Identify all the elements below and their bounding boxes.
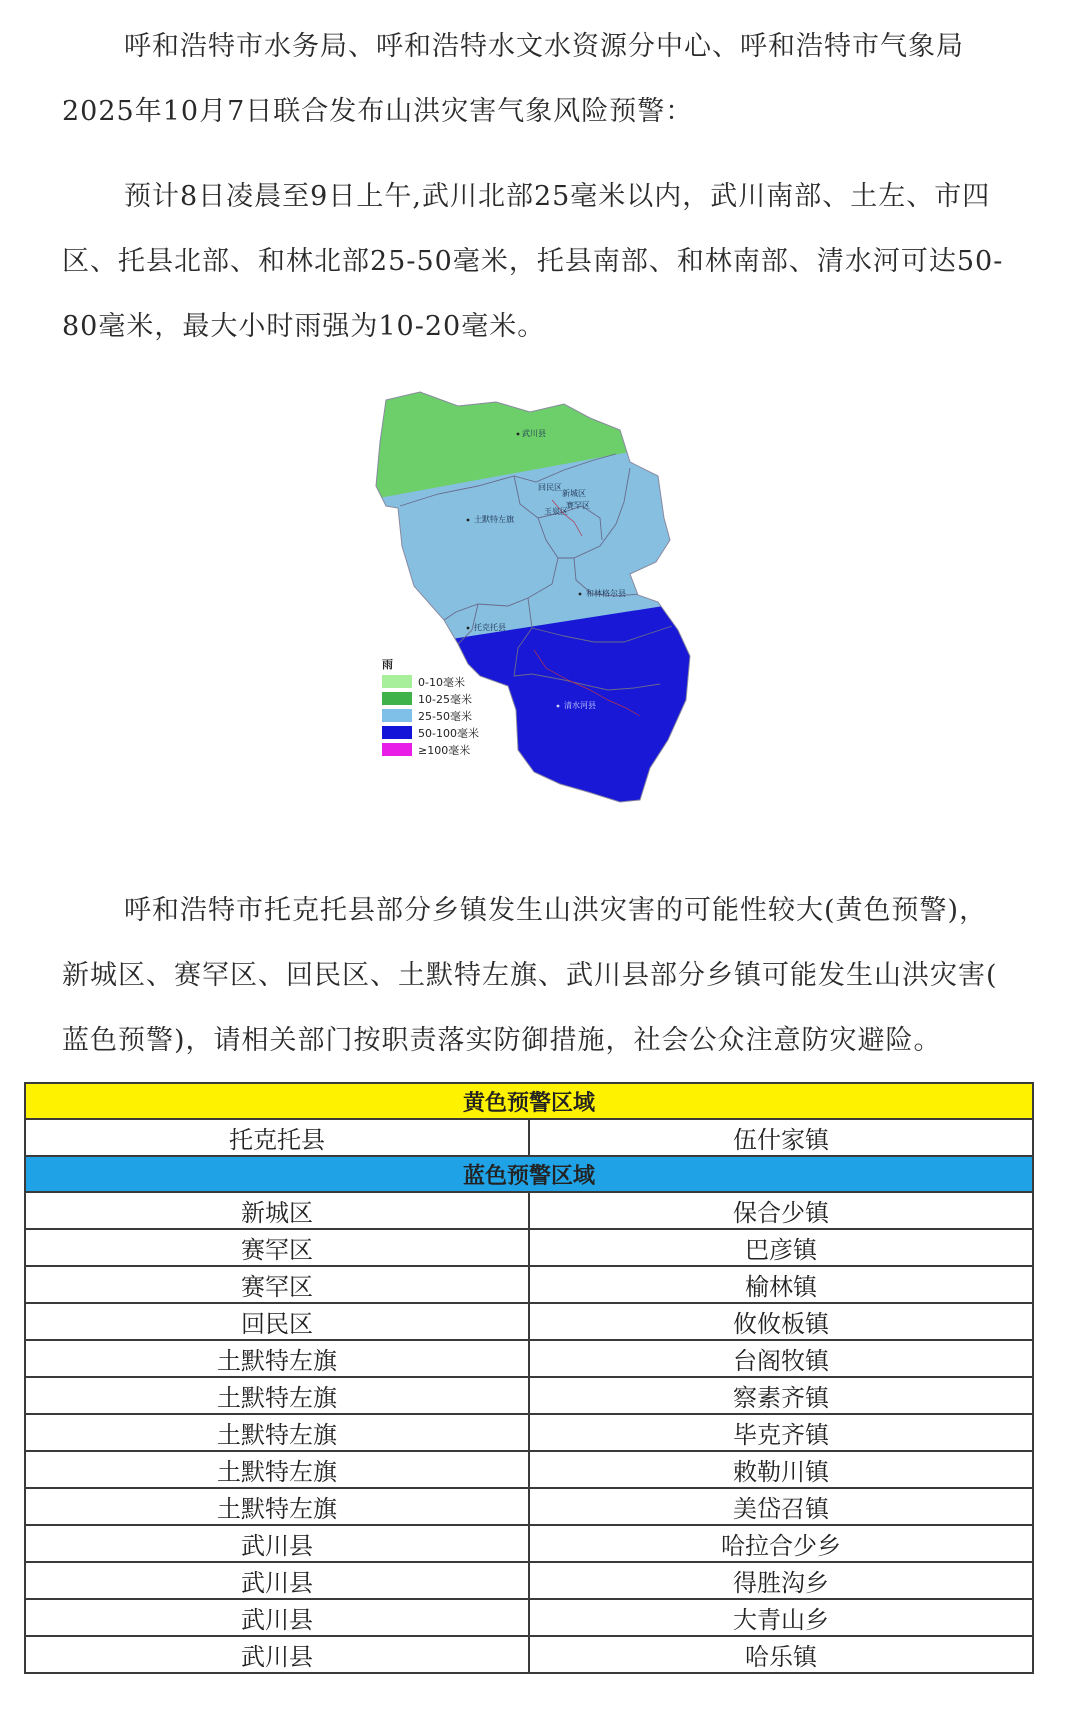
intro-line-2: 2025年10月7日联合发布山洪灾害气象风险预警： [62,96,694,127]
yellow-warning-header [25,1083,1033,1119]
township-cell: 哈拉合少乡 [529,1525,1033,1562]
town-label: 和林格尔县 [586,589,626,598]
township-cell: 毕克齐镇 [529,1414,1033,1451]
district-cell: 赛罕区 [25,1229,529,1266]
legend-swatch [382,709,412,722]
town-label: 清水河县 [564,701,596,710]
table-row [25,1340,1033,1377]
township-cell: 巴彦镇 [529,1229,1033,1266]
district-cell: 托克托县 [25,1119,529,1156]
legend-title: 雨 [382,658,393,671]
table-row [25,1266,1033,1303]
intro-paragraph [62,14,1022,144]
district-cell: 土默特左旗 [25,1340,529,1377]
township-cell: 保合少镇 [529,1192,1033,1229]
forecast-line-1: 预计8日凌晨至9日上午,武川北部25毫米以内，武川南部、土左、市四 [124,181,991,212]
summary-line-3: 蓝色预警)，请相关部门按职责落实防御措施，社会公众注意防灾避险。 [62,1025,942,1056]
legend-swatch [382,675,412,688]
district-cell: 土默特左旗 [25,1451,529,1488]
town-label: 新城区 [562,489,586,498]
forecast-paragraph [62,164,1022,359]
summary-line-1: 呼和浩特市托克托县部分乡镇发生山洪灾害的可能性较大(黄色预警)， [124,895,988,926]
summary-line-2: 新城区、赛罕区、回民区、土默特左旗、武川县部分乡镇可能发生山洪灾害( [62,960,998,991]
district-cell: 武川县 [25,1599,529,1636]
warning-table [24,1082,1034,1674]
table-row [25,1229,1033,1266]
map-legend [382,657,479,757]
town-label: 赛罕区 [566,501,590,510]
township-cell: 攸攸板镇 [529,1303,1033,1340]
forecast-line-2: 区、托县北部、和林北部25-50毫米，托县南部、和林南部、清水河可达50- [62,246,1004,277]
township-cell: 大青山乡 [529,1599,1033,1636]
township-cell: 榆林镇 [529,1266,1033,1303]
yellow-warning-header-title: 黄色预警区域 [25,1083,1033,1119]
township-cell: 美岱召镇 [529,1488,1033,1525]
rainfall-map [368,390,728,845]
township-cell: 台阁牧镇 [529,1340,1033,1377]
intro-line-1: 呼和浩特市水务局、呼和浩特水文水资源分中心、呼和浩特市气象局 [124,31,964,62]
district-cell: 土默特左旗 [25,1377,529,1414]
legend-label: ≥100毫米 [418,744,471,757]
township-cell: 敕勒川镇 [529,1451,1033,1488]
town-label: 托克托县 [474,623,506,632]
table-row [25,1303,1033,1340]
district-cell: 新城区 [25,1192,529,1229]
blue-warning-header-title: 蓝色预警区域 [25,1156,1033,1192]
legend-swatch [382,726,412,739]
legend-swatch [382,743,412,756]
district-cell: 武川县 [25,1525,529,1562]
table-row [25,1562,1033,1599]
table-row [25,1451,1033,1488]
table-row [25,1599,1033,1636]
district-cell: 回民区 [25,1303,529,1340]
blue-warning-header [25,1156,1033,1192]
table-row [25,1636,1033,1673]
table-row [25,1377,1033,1414]
table-row [25,1414,1033,1451]
legend-swatch [382,692,412,705]
town-label: 武川县 [522,429,546,438]
district-cell: 赛罕区 [25,1266,529,1303]
township-cell: 哈乐镇 [529,1636,1033,1673]
legend-label: 10-25毫米 [418,693,472,706]
legend-label: 50-100毫米 [418,727,479,740]
district-cell: 土默特左旗 [25,1414,529,1451]
district-cell: 武川县 [25,1562,529,1599]
table-row [25,1119,1033,1156]
table-row [25,1488,1033,1525]
district-cell: 土默特左旗 [25,1488,529,1525]
legend-label: 0-10毫米 [418,676,465,689]
town-label: 回民区 [538,483,562,492]
township-cell: 伍什家镇 [529,1119,1033,1156]
town-label: 玉泉区 [544,507,568,516]
town-label: 土默特左旗 [474,515,514,524]
table-row [25,1525,1033,1562]
township-cell: 察素齐镇 [529,1377,1033,1414]
summary-paragraph [62,878,1022,1073]
forecast-line-3: 80毫米，最大小时雨强为10-20毫米。 [62,311,546,342]
township-cell: 得胜沟乡 [529,1562,1033,1599]
table-row [25,1192,1033,1229]
district-cell: 武川县 [25,1636,529,1673]
legend-label: 25-50毫米 [418,710,472,723]
